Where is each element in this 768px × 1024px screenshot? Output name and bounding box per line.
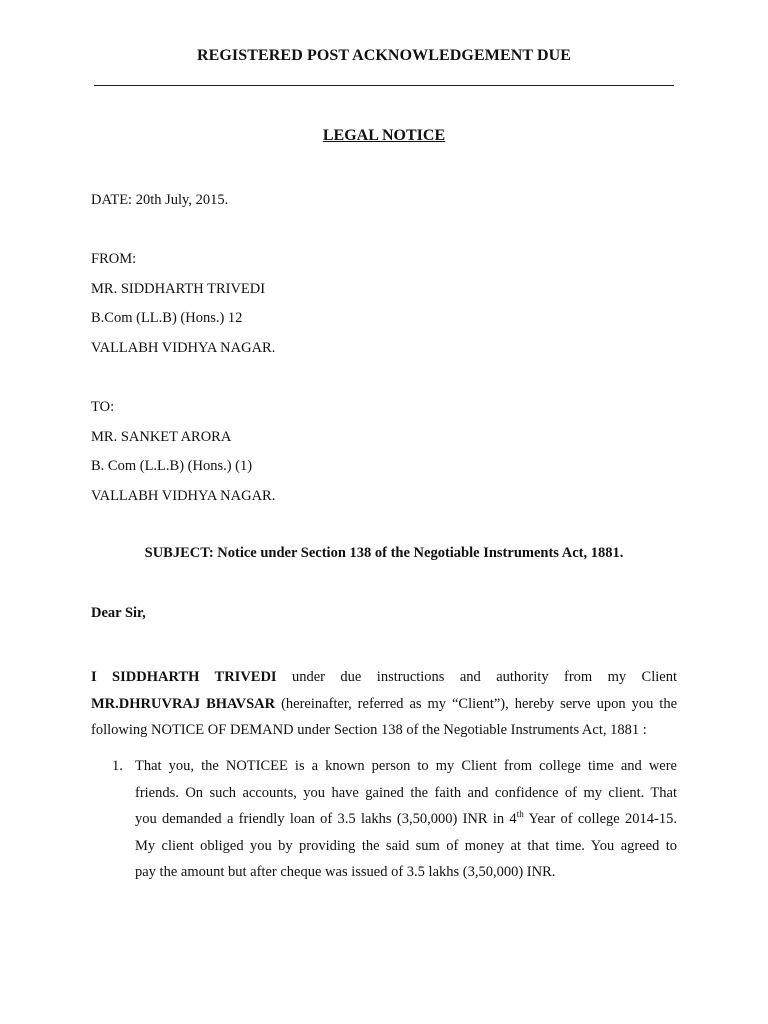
point-line-3 — [135, 806, 677, 833]
from-qualification: B.Com (LL.B) (Hons.) 12 — [91, 310, 243, 326]
legal-notice-title: LEGAL NOTICE — [322, 127, 446, 144]
intro-line-2 — [91, 691, 677, 718]
intro-text-1: under due instructions and authority from my Client — [276, 669, 677, 685]
client-name: MR.DHRUVRAJ BHAVSAR — [91, 695, 276, 712]
date-line: DATE: 20th July, 2015. — [91, 192, 229, 208]
from-place: VALLABH VIDHYA NAGAR. — [91, 340, 276, 356]
from-name: MR. SIDDHARTH TRIVEDI — [91, 281, 266, 297]
intro-line-3: following NOTICE OF DEMAND under Section 138 of the Negotiable Instruments Act, 1881 : — [91, 722, 647, 738]
subject-line: SUBJECT: Notice under Section 138 of the Negotiable Instruments Act, 1881. — [144, 545, 624, 561]
intro-text-2: (hereinafter, referred as my “Client”), hereby serve upon you the — [275, 695, 677, 712]
sender-name: I SIDDHARTH TRIVEDI — [91, 669, 277, 685]
to-name: MR. SANKET ARORA — [91, 429, 232, 445]
point-line-3-part-a: you demanded a friendly loan of 3.5 lakhs (3,50,000) INR in 4 — [135, 811, 517, 827]
ordinal-superscript: th — [516, 809, 524, 820]
to-qualification: B. Com (L.L.B) (Hons.) (1) — [91, 458, 253, 474]
intro-paragraph — [91, 664, 677, 744]
point-line-4: My client obliged you by providing the said sum of money at that time. You agreed to — [135, 837, 677, 854]
point-line-5: pay the amount but after cheque was issued of 3.5 lakhs (3,50,000) INR. — [135, 864, 556, 880]
point-line-3-part-b: Year of college 2014-15. — [523, 811, 677, 827]
to-label: TO: — [91, 399, 115, 415]
registered-post-heading: REGISTERED POST ACKNOWLEDGEMENT DUE — [196, 47, 572, 64]
list-item-number: 1. — [112, 758, 123, 774]
list-item — [112, 753, 677, 886]
point-line-2: friends. On such accounts, you have gained the faith and confidence of my client. That — [135, 784, 677, 801]
from-label: FROM: — [91, 251, 137, 267]
notice-points-list — [112, 753, 677, 886]
point-line-1: That you, the NOTICEE is a known person to my Client from college time and were — [135, 758, 677, 774]
salutation: Dear Sir, — [91, 605, 146, 621]
to-place: VALLABH VIDHYA NAGAR. — [91, 488, 276, 504]
list-item-text — [135, 753, 677, 886]
intro-line-1 — [91, 664, 677, 691]
heading-underline-rule — [94, 85, 674, 86]
